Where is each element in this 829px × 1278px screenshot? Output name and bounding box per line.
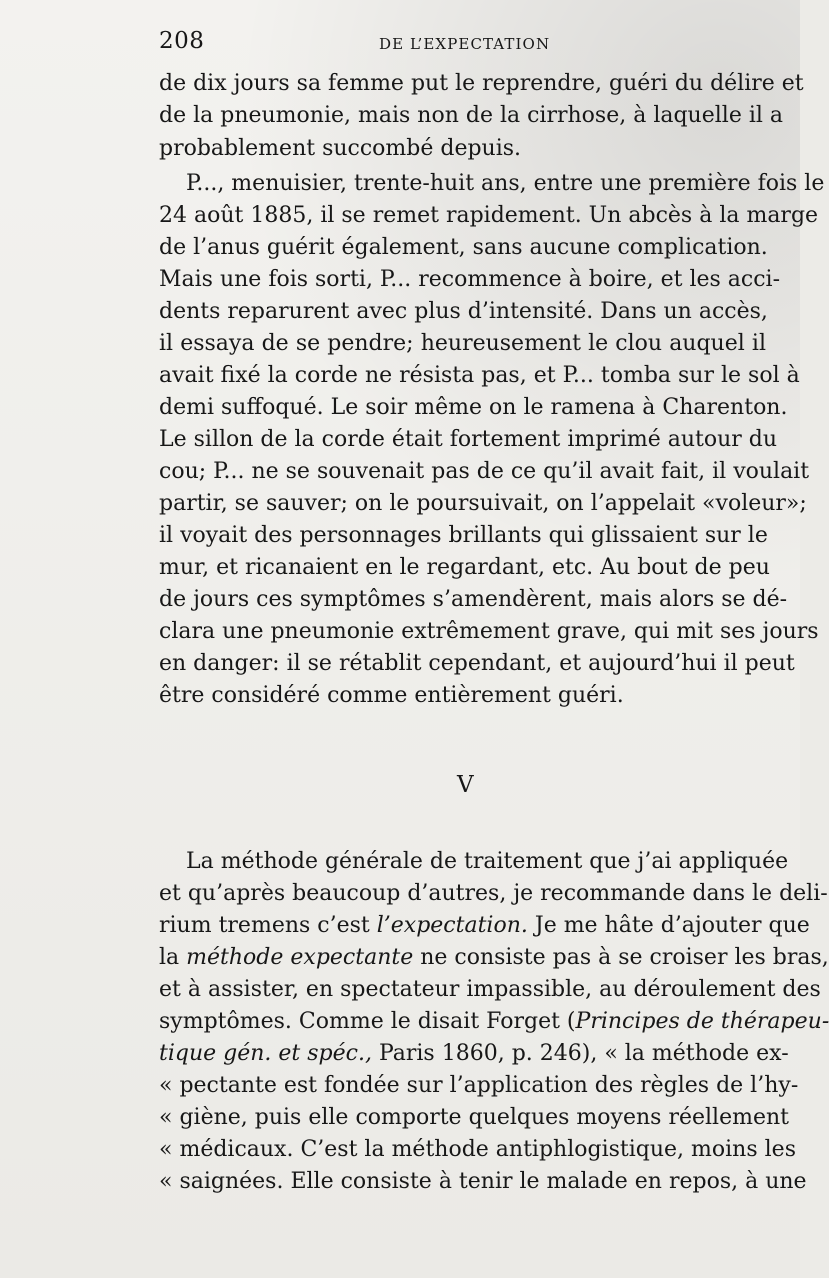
text-line-1: de dix jours sa femme put le reprendre, guéri du délire et (159, 71, 804, 96)
paragraph-line-6-part-1: symptômes. Comme le disait Forget ( (159, 1009, 576, 1034)
text-line-6: de l’anus guérit également, sans aucune complication. (159, 235, 768, 260)
text-line-8: dents reparurent avec plus d’intensité. Dans un accès, (159, 299, 768, 324)
paragraph-line-10: « médicaux. C’est la méthode antiphlogistique, moins les (159, 1137, 796, 1162)
text-line-20: être considéré comme entièrement guéri. (159, 683, 624, 708)
paragraph-line-4-part-3: ne consiste pas à se croiser les bras, (413, 945, 829, 970)
page-number: 208 (159, 28, 205, 54)
paragraph-line-7-part-2: Paris 1860, p. 246), « la méthode ex- (371, 1041, 789, 1066)
paragraph-line-11: « saignées. Elle consiste à tenir le malade en repos, à une (159, 1169, 807, 1194)
text-line-16: mur, et ricanaient en le regardant, etc. Au bout de peu (159, 555, 770, 580)
paragraph-line-3-part-1: rium tremens c’est (159, 913, 377, 938)
paragraph-line-6-italic: Principes de thérapeu- (575, 1009, 829, 1034)
paragraph-line-5: et à assister, en spectateur impassible, au déroulement des (159, 977, 821, 1002)
text-line-10: avait fixé la corde ne résista pas, et P... tomba sur le sol à (159, 363, 800, 388)
text-line-18: clara une pneumonie extrêmement grave, qui mit ses jours (159, 619, 819, 644)
section-heading: V (457, 772, 475, 798)
page-header (159, 28, 772, 60)
text-line-3: probablement succombé depuis. (159, 136, 522, 161)
paragraph-line-3-part-3: Je me hâte d’ajouter que (527, 913, 810, 938)
text-line-5: 24 août 1885, il se remet rapidement. Un abcès à la marge (159, 203, 819, 228)
text-line-19: en danger: il se rétablit cependant, et aujourd’hui il peut (159, 651, 795, 676)
text-line-4: P..., menuisier, trente-huit ans, entre une première fois le (186, 171, 825, 196)
paragraph-line-7 (159, 1038, 789, 1070)
text-line-14: partir, se sauver; on le poursuivait, on l’appelait «voleur»; (159, 491, 807, 516)
paragraph-line-3 (159, 910, 810, 942)
text-line-7: Mais une fois sorti, P... recommence à boire, et les acci- (159, 267, 781, 292)
text-line-11: demi suffoqué. Le soir même on le ramena à Charenton. (159, 395, 788, 420)
text-line-17: de jours ces symptômes s’amendèrent, mais alors se dé- (159, 587, 788, 612)
text-line-9: il essaya de se pendre; heureusement le clou auquel il (159, 331, 766, 356)
running-head: DE L’EXPECTATION (379, 35, 551, 53)
paragraph-line-3-italic: l’expectation. (376, 913, 528, 938)
paragraph-line-4 (159, 942, 829, 974)
paragraph-line-6 (159, 1006, 829, 1038)
paragraph-line-7-italic: tique gén. et spéc., (159, 1041, 372, 1066)
text-line-12: Le sillon de la corde était fortement imprimé autour du (159, 427, 778, 452)
paragraph-line-1: La méthode générale de traitement que j’ai appliquée (186, 849, 789, 874)
text-line-13: cou; P... ne se souvenait pas de ce qu’il avait fait, il voulait (159, 459, 810, 484)
paragraph-line-2: et qu’après beaucoup d’autres, je recommande dans le deli- (159, 881, 828, 906)
paragraph-line-8: « pectante est fondée sur l’application des règles de l’hy- (159, 1073, 799, 1098)
text-line-2: de la pneumonie, mais non de la cirrhose, à laquelle il a (159, 103, 784, 128)
paragraph-line-4-part-1: la (159, 945, 187, 970)
paragraph-line-9: « giène, puis elle comporte quelques moyens réellement (159, 1105, 789, 1130)
text-line-15: il voyait des personnages brillants qui glissaient sur le (159, 523, 768, 548)
paragraph-line-4-italic: méthode expectante (186, 945, 414, 970)
